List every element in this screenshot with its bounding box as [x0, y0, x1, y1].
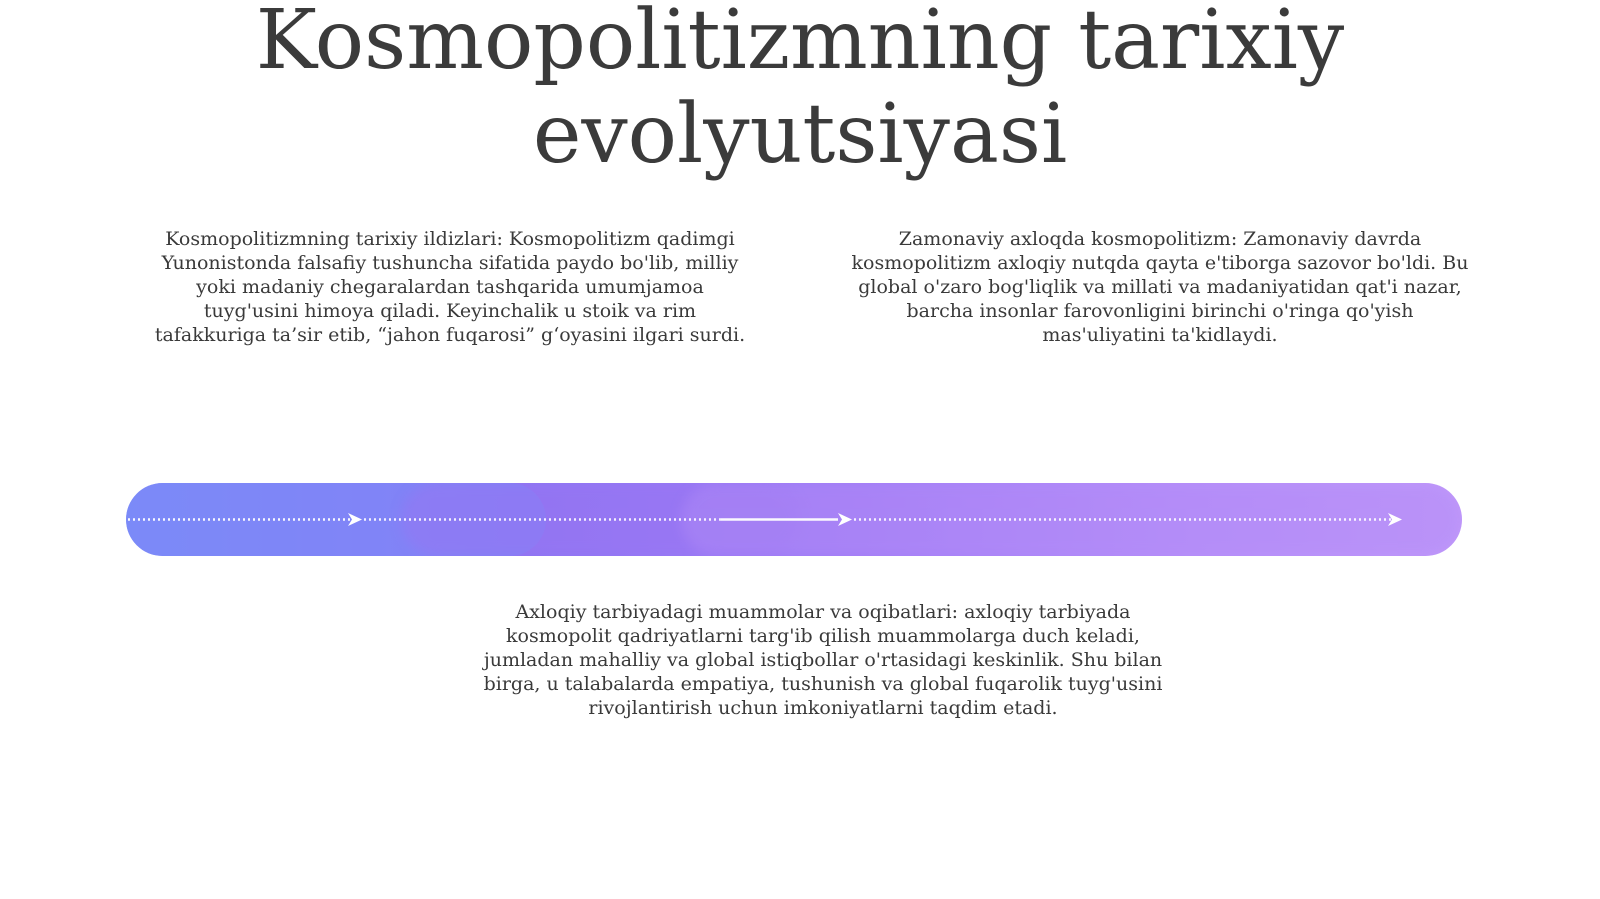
text-block-modern-ethics: Zamonaviy axloqda kosmopolitizm: Zamonaviy davrda kosmopolitizm axloqiy nutqda qayta e'tiborga sazovor bo'ldi. Bu global o'zaro bog'liqlik va millati va madaniyatidan qat'i nazar, barcha insonlar farovonligini birinchi o'ringa qo'yish mas'uliyatini ta'kidlaydi. [851, 228, 1469, 346]
text-block-moral-education: Axloqiy tarbiyadagi muammolar va oqibatlari: axloqiy tarbiyada kosmopolit qadriyatlarni targ'ib qilish muammolarga duch keladi, jumladan mahalliy va global istiqbollar o'rtasidagi keskinlik. Shu bilan birga, u talabalarda empatiya, tushunish va global fuqarolik tuyg'usini rivojlantirish uchun imkoniyatlarni taqdim etadi. [483, 601, 1163, 719]
page-title: Kosmopolitizmning tarixiy evolyutsiyasi [255, 0, 1345, 182]
timeline-arrows [126, 483, 1462, 556]
arrow-right-icon [838, 513, 852, 526]
text-block-historical-roots: Kosmopolitizmning tarixiy ildizlari: Kosmopolitizm qadimgi Yunonistonda falsafiy tushuncha sifatida paydo bo'lib, milliy yoki madaniy chegaralardan tashqarida umumjamoa tuyg'usini himoya qiladi. Keyinchalik u stoik va rim tafakkuriga ta’sir etib, “jahon fuqarosi” g‘oyasini ilgari surdi. [154, 228, 746, 346]
timeline-bar [126, 483, 1462, 556]
arrow-right-icon [348, 513, 362, 526]
